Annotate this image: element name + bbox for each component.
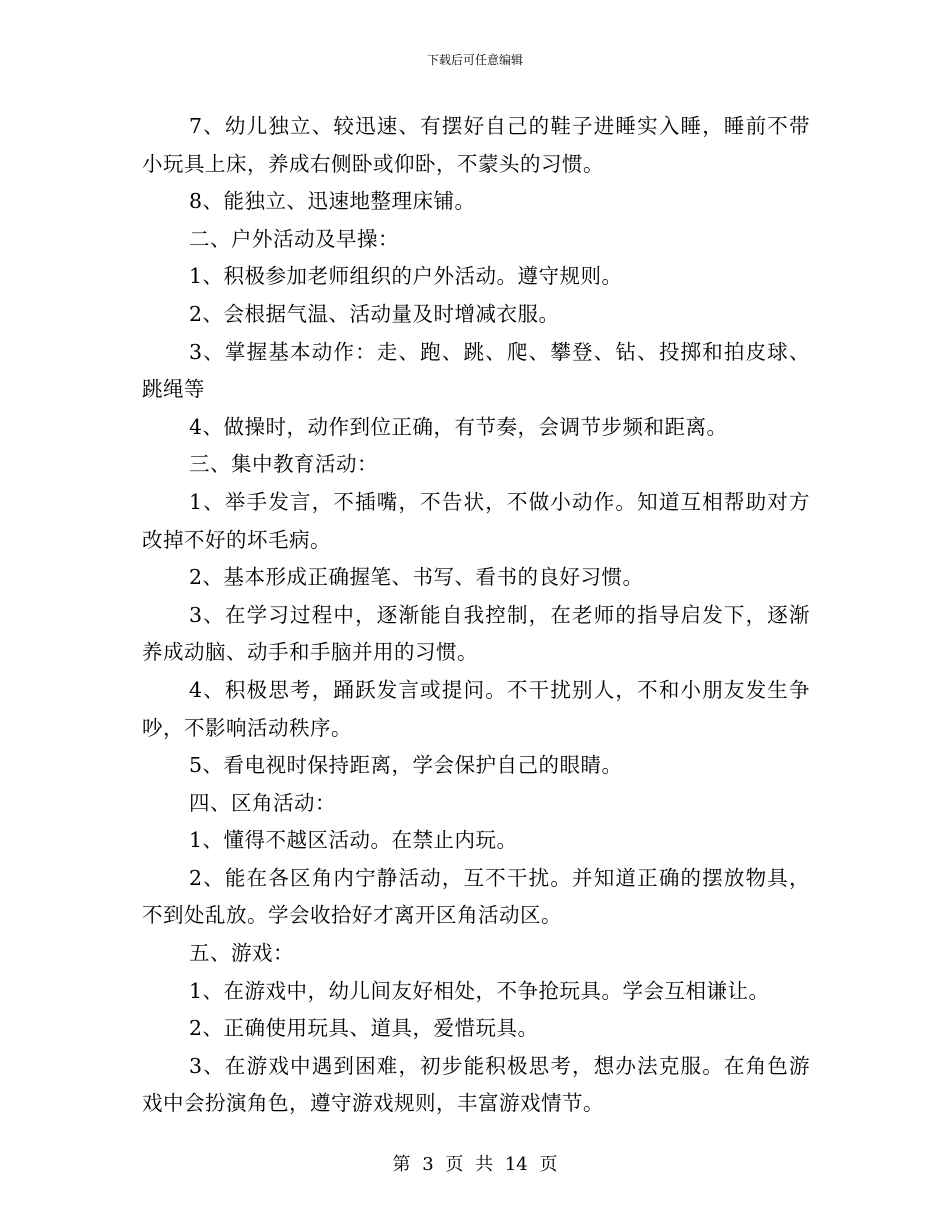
paragraph-1: 7、幼儿独立、较迅速、有摆好自己的鞋子进睡实入睡，睡前不带小玩具上床，养成右侧卧或仰卧，不蒙头的习惯。 bbox=[142, 114, 810, 176]
paragraph-2: 8、能独立、迅速地整理床铺。 bbox=[189, 189, 476, 214]
paragraph-20: 3、在游戏中遇到困难，初步能积极思考，想办法克服。在角色游戏中会扮演角色，遵守游戏规则，丰富游戏情节。 bbox=[142, 1053, 810, 1116]
section-heading-corner: 四、区角活动： bbox=[189, 790, 336, 815]
paragraph-11: 3、在学习过程中，逐渐能自我控制，在老师的指导启发下，逐渐养成动脑、动手和手脑并用的习惯。 bbox=[142, 602, 810, 665]
section-heading-games: 五、游戏： bbox=[189, 941, 294, 966]
paragraph-4: 1、积极参加老师组织的户外活动。遵守规则。 bbox=[189, 264, 623, 289]
paragraph-12: 4、积极思考，踊跃发言或提问。不干扰别人，不和小朋友发生争吵，不影响活动秩序。 bbox=[142, 677, 810, 740]
paragraph-9: 1、举手发言，不插嘴，不告状，不做小动作。知道互相帮助对方改掉不好的坏毛病。 bbox=[142, 489, 810, 552]
section-heading-education: 三、集中教育活动： bbox=[189, 452, 378, 477]
page-number: 第 3 页 共 14 页 bbox=[392, 1154, 558, 1175]
paragraph-10: 2、基本形成正确握笔、书写、看书的良好习惯。 bbox=[189, 565, 644, 590]
paragraph-15: 1、懂得不越区活动。在禁止内玩。 bbox=[189, 828, 518, 853]
paragraph-18: 1、在游戏中，幼儿间友好相处，不争抢玩具。学会互相谦让。 bbox=[189, 978, 770, 1003]
page-header-note: 下载后可任意编辑 bbox=[426, 53, 523, 67]
paragraph-13: 5、看电视时保持距离，学会保护自己的眼睛。 bbox=[189, 753, 623, 778]
document-body bbox=[142, 108, 810, 1123]
paragraph-19: 2、正确使用玩具、道具，爱惜玩具。 bbox=[189, 1016, 539, 1041]
paragraph-5: 2、会根据气温、活动量及时增减衣服。 bbox=[189, 301, 560, 326]
section-heading-outdoor: 二、户外活动及早操： bbox=[189, 226, 399, 251]
paragraph-7: 4、做操时，动作到位正确，有节奏，会调节步频和距离。 bbox=[189, 414, 728, 439]
paragraph-6: 3、掌握基本动作：走、跑、跳、爬、攀登、钻、投掷和拍皮球、跳绳等 bbox=[142, 339, 810, 402]
paragraph-16: 2、能在各区角内宁静活动，互不干扰。并知道正确的摆放物具，不到处乱放。学会收拾好才离开区角活动区。 bbox=[142, 865, 810, 928]
